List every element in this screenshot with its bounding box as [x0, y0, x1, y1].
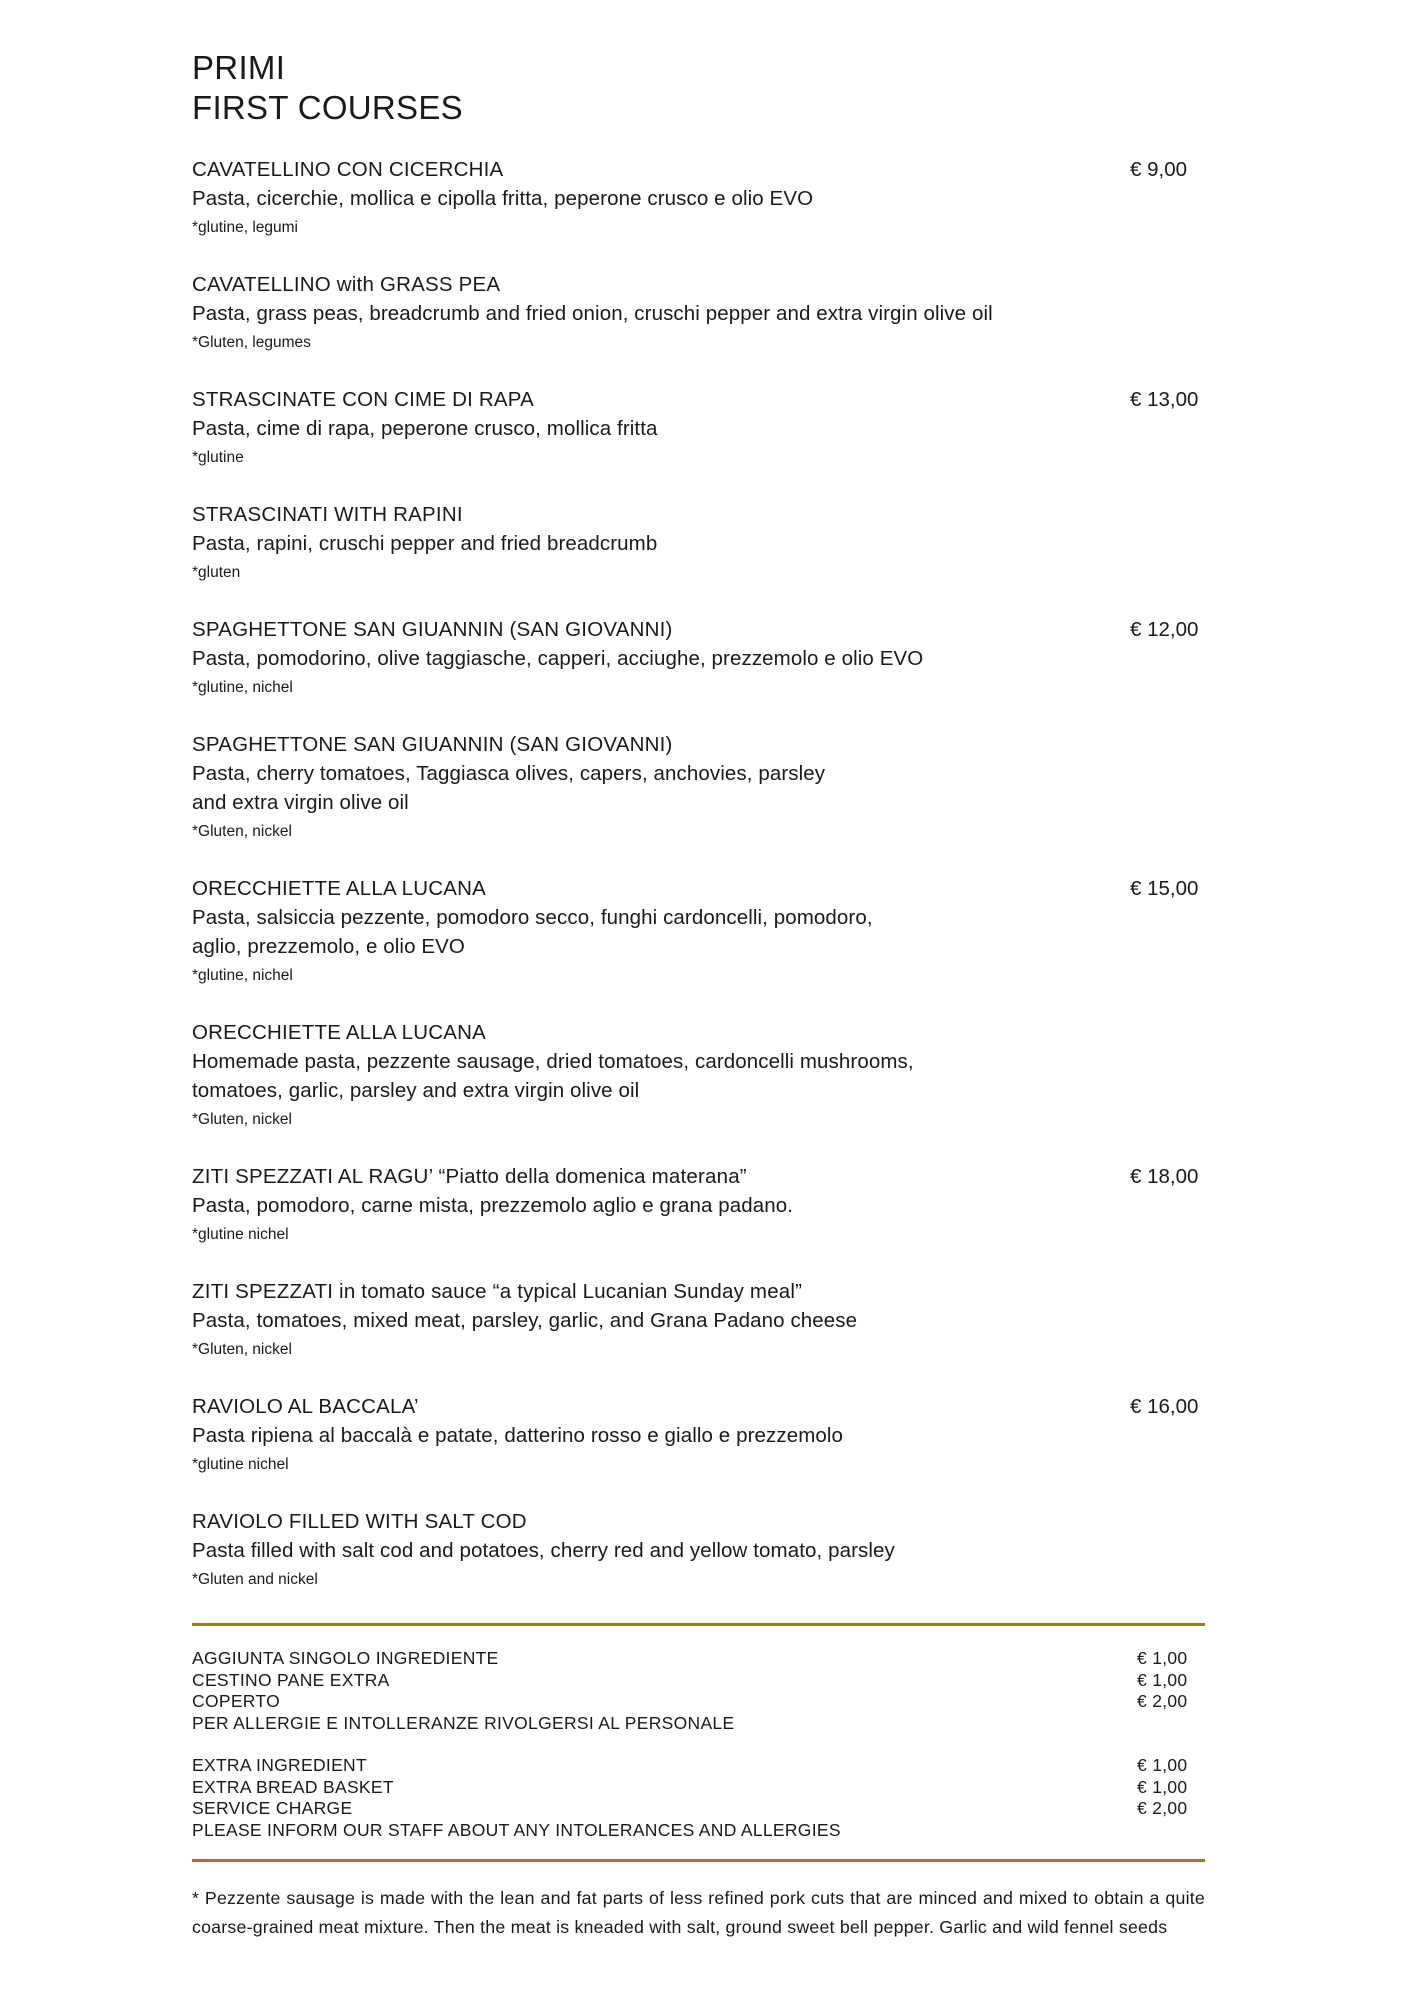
- dish-price: € 12,00: [1130, 618, 1199, 641]
- divider-bottom: [192, 1859, 1205, 1862]
- dish-allergens: *glutine: [192, 449, 244, 466]
- dish-name: STRASCINATE CON CIME DI RAPA: [192, 388, 534, 411]
- dish-allergens: *gluten: [192, 564, 241, 581]
- dish-allergens: *glutine nichel: [192, 1456, 289, 1473]
- menu-item: [192, 1393, 1212, 1476]
- dish-description: [192, 184, 1112, 213]
- dish-price: € 9,00: [1130, 158, 1187, 181]
- extra-label: SERVICE CHARGE: [192, 1798, 353, 1818]
- menu-item: [192, 156, 1212, 239]
- dish-allergens: *Gluten, nickel: [192, 823, 292, 840]
- dish-description-line: Pasta ripiena al baccalà e patate, datterino rosso e giallo e prezzemolo: [192, 1424, 844, 1447]
- extra-row: [192, 1798, 1212, 1820]
- extra-label: EXTRA INGREDIENT: [192, 1755, 367, 1775]
- dish-description: [192, 299, 1112, 328]
- dish-description-line: Pasta, pomodorino, olive taggiasche, capperi, acciughe, prezzemolo e olio EVO: [192, 647, 924, 670]
- extra-row: [192, 1777, 1212, 1799]
- dish-name: RAVIOLO AL BACCALA’: [192, 1395, 419, 1418]
- dish-description-line: aglio, prezzemolo, e olio EVO: [192, 935, 465, 958]
- dish-name: ORECCHIETTE ALLA LUCANA: [192, 1021, 486, 1044]
- dish-name: CAVATELLINO CON CICERCHIA: [192, 158, 504, 181]
- extra-row: [192, 1713, 1212, 1735]
- dish-price: € 18,00: [1130, 1165, 1199, 1188]
- menu-item: [192, 731, 1212, 843]
- menu-item: [192, 1278, 1212, 1361]
- menu-item: [192, 616, 1212, 699]
- extra-row: [192, 1670, 1212, 1692]
- dish-description: [192, 644, 1112, 673]
- extra-price: € 1,00: [1137, 1648, 1188, 1668]
- dish-description: [192, 1191, 1112, 1220]
- dish-description: [192, 1306, 1112, 1335]
- dish-price: € 13,00: [1130, 388, 1199, 411]
- dish-description-line: Pasta, cicerchie, mollica e cipolla fritta, peperone crusco e olio EVO: [192, 187, 814, 210]
- dish-name: SPAGHETTONE SAN GIUANNIN (SAN GIOVANNI): [192, 618, 673, 641]
- dish-description-line: Pasta filled with salt cod and potatoes, cherry red and yellow tomato, parsley: [192, 1539, 895, 1562]
- extra-price: € 1,00: [1137, 1776, 1188, 1797]
- dish-name: STRASCINATI WITH RAPINI: [192, 503, 463, 526]
- dish-name: SPAGHETTONE SAN GIUANNIN (SAN GIOVANNI): [192, 733, 673, 756]
- dish-allergens: *Gluten, legumes: [192, 334, 311, 351]
- menu-item: [192, 271, 1212, 354]
- menu-item: [192, 1163, 1212, 1246]
- dish-description: [192, 414, 1112, 443]
- dish-description: [192, 759, 1112, 817]
- dish-list: [192, 156, 1212, 1591]
- menu-item: [192, 1019, 1212, 1131]
- dish-description-line: Pasta, grass peas, breadcrumb and fried onion, cruschi pepper and extra virgin olive oil: [192, 302, 993, 325]
- menu-item: [192, 386, 1212, 469]
- extras-italian: [192, 1648, 1212, 1734]
- dish-description: [192, 1536, 1112, 1565]
- dish-description-line: tomatoes, garlic, parsley and extra virgin olive oil: [192, 1079, 640, 1102]
- extras-section: [192, 1626, 1212, 1859]
- dish-price: € 15,00: [1130, 877, 1199, 900]
- dish-name: ORECCHIETTE ALLA LUCANA: [192, 877, 486, 900]
- dish-allergens: *glutine, nichel: [192, 967, 293, 984]
- extra-label: COPERTO: [192, 1691, 281, 1711]
- extra-price: € 1,00: [1137, 1669, 1188, 1690]
- dish-description-line: Pasta, cime di rapa, peperone crusco, mollica fritta: [192, 417, 658, 440]
- dish-description: [192, 529, 1112, 558]
- dish-description-line: Pasta, cherry tomatoes, Taggiasca olives, capers, anchovies, parsley: [192, 762, 826, 785]
- dish-price: € 16,00: [1130, 1395, 1199, 1418]
- dish-description-line: Homemade pasta, pezzente sausage, dried tomatoes, cardoncelli mushrooms,: [192, 1050, 914, 1073]
- dish-allergens: *Gluten and nickel: [192, 1571, 318, 1588]
- extra-price: € 1,00: [1137, 1755, 1188, 1775]
- extra-row: [192, 1691, 1212, 1713]
- dish-description-line: Pasta, tomatoes, mixed meat, parsley, garlic, and Grana Padano cheese: [192, 1309, 858, 1332]
- extra-row: [192, 1648, 1212, 1670]
- dish-allergens: *Gluten, nickel: [192, 1341, 292, 1358]
- extra-label: PLEASE INFORM OUR STAFF ABOUT ANY INTOLERANCES AND ALLERGIES: [192, 1819, 841, 1840]
- dish-description: [192, 1047, 1112, 1105]
- dish-description-line: Pasta, pomodoro, carne mista, prezzemolo aglio e grana padano.: [192, 1194, 794, 1217]
- dish-description-line: and extra virgin olive oil: [192, 791, 409, 814]
- extra-label: CESTINO PANE EXTRA: [192, 1669, 390, 1690]
- extra-label: PER ALLERGIE E INTOLLERANZE RIVOLGERSI AL PERSONALE: [192, 1712, 735, 1733]
- extras-english: [192, 1755, 1212, 1841]
- title-english: FIRST COURSES: [192, 89, 463, 126]
- extra-row: [192, 1755, 1212, 1777]
- dish-description: [192, 1421, 1112, 1450]
- dish-name: RAVIOLO FILLED WITH SALT COD: [192, 1510, 527, 1533]
- dish-allergens: *glutine, legumi: [192, 219, 298, 236]
- menu-page: [192, 48, 1212, 1942]
- extra-label: EXTRA BREAD BASKET: [192, 1776, 394, 1797]
- dish-name: ZITI SPEZZATI AL RAGU’ “Piatto della domenica materana”: [192, 1165, 747, 1188]
- footnote: * Pezzente sausage is made with the lean and fat parts of less refined pork cuts that are minced and mixed to obtain a quite coarse-grained meat mixture. Then the meat is kneaded with salt, ground sweet bell pepper. Garlic and wild fennel seeds: [192, 1888, 1205, 1937]
- dish-name: ZITI SPEZZATI in tomato sauce “a typical Lucanian Sunday meal”: [192, 1280, 803, 1303]
- dish-allergens: *glutine, nichel: [192, 679, 293, 696]
- dish-description: [192, 903, 1112, 961]
- extra-price: € 2,00: [1137, 1798, 1188, 1818]
- dish-allergens: *Gluten, nickel: [192, 1111, 292, 1128]
- menu-item: [192, 875, 1212, 987]
- extra-price: € 2,00: [1137, 1691, 1188, 1711]
- menu-item: [192, 1508, 1212, 1591]
- menu-item: [192, 501, 1212, 584]
- dish-name: CAVATELLINO with GRASS PEA: [192, 273, 501, 296]
- dish-allergens: *glutine nichel: [192, 1226, 289, 1243]
- menu-title: [192, 48, 1212, 128]
- dish-description-line: Pasta, rapini, cruschi pepper and fried breadcrumb: [192, 532, 658, 555]
- dish-description-line: Pasta, salsiccia pezzente, pomodoro secco, funghi cardoncelli, pomodoro,: [192, 906, 873, 929]
- extra-row: [192, 1820, 1212, 1842]
- title-italian: PRIMI: [192, 49, 286, 86]
- extra-label: AGGIUNTA SINGOLO INGREDIENTE: [192, 1648, 499, 1668]
